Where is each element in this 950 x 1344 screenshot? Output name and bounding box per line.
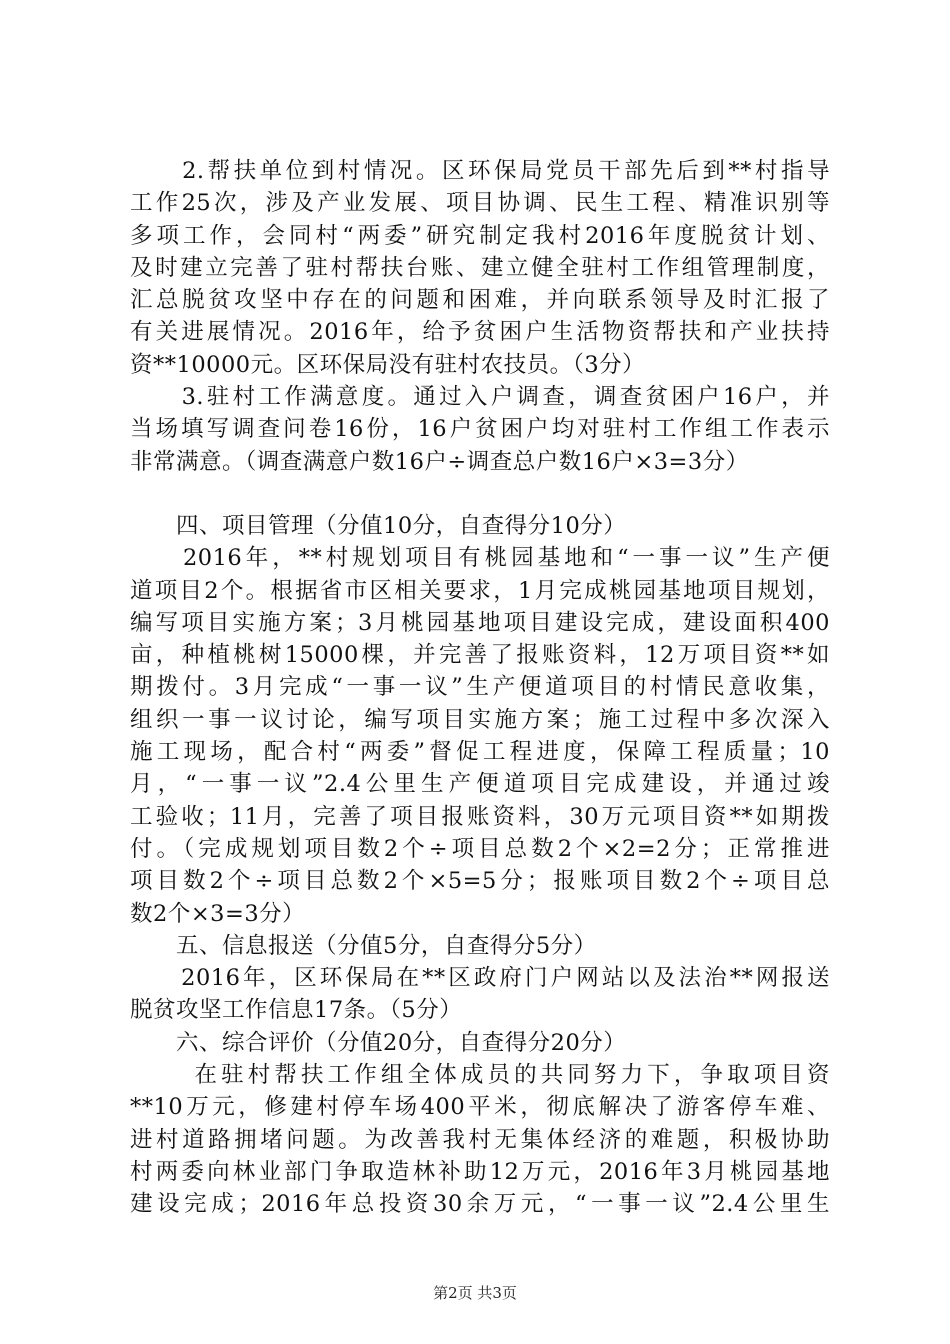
- paragraph-eval-heading: [130, 1027, 830, 1059]
- text-line: 道项目2个。根据省市区相关要求，1月完成桃园基地项目规划，: [130, 577, 830, 604]
- paragraph-eval-body: [130, 1059, 830, 1220]
- paragraph-project-heading: [130, 510, 830, 542]
- text-line: 建设完成；2016年总投资30余万元，“一事一议”2.4公里生: [130, 1191, 830, 1218]
- text-line: 2016年，**村规划项目有桃园基地和“一事一议”生产便: [130, 545, 830, 572]
- text-line: 项目数2个÷项目总数2个×5=5分；报账项目数2个÷项目总: [130, 868, 830, 895]
- text-line: 付。（完成规划项目数2个÷项目总数2个×2=2分；正常推进: [130, 835, 830, 862]
- text-line: 非常满意。（调查满意户数16户÷调查总户数16户×3=3分）: [130, 448, 749, 475]
- text-line: 数2个×3=3分）: [130, 900, 306, 927]
- text-line: 有关进展情况。2016年，给予贫困户生活物资帮扶和产业扶持: [130, 319, 830, 346]
- paragraph-gap: [130, 478, 830, 510]
- paragraph-info-heading: [130, 930, 830, 962]
- paragraph-project-body: [130, 542, 830, 930]
- text-line: 月，“一事一议”2.4公里生产便道项目完成建设，并通过竣: [130, 771, 830, 798]
- text-line: 当场填写调查问卷16份，16户贫困户均对驻村工作组工作表示: [130, 416, 830, 443]
- text-line: **10万元，修建村停车场400平米，彻底解决了游客停车难、: [130, 1094, 830, 1121]
- text-line: 资**10000元。区环保局没有驻村农技员。（3分）: [130, 351, 646, 378]
- text-line: 工作25次，涉及产业发展、项目协调、民生工程、精准识别等: [130, 190, 830, 217]
- text-line: 工验收；11月，完善了项目报账资料，30万元项目资**如期拨: [130, 803, 830, 830]
- text-line: 组织一事一议讨论，编写项目实施方案；施工过程中多次深入: [130, 706, 830, 733]
- text-line: 3.驻村工作满意度。通过入户调查，调查贫困户16户，并: [130, 384, 830, 411]
- text-line: 村两委向林业部门争取造林补助12万元，2016年3月桃园基地: [130, 1158, 830, 1185]
- text-line: 多项工作，会同村“两委”研究制定我村2016年度脱贫计划、: [130, 222, 830, 249]
- text-line: 编写项目实施方案；3月桃园基地项目建设完成，建设面积400: [130, 609, 830, 636]
- text-line: 六、综合评价（分值20分，自查得分20分）: [130, 1029, 627, 1056]
- text-line: 在驻村帮扶工作组全体成员的共同努力下，争取项目资: [130, 1062, 830, 1089]
- text-line: 四、项目管理（分值10分，自查得分10分）: [130, 512, 627, 539]
- text-line: 进村道路拥堵问题。为改善我村无集体经济的难题，积极协助: [130, 1126, 830, 1153]
- text-line: 汇总脱贫攻坚中存在的问题和困难，并向联系领导及时汇报了: [130, 287, 830, 314]
- text-line: 2.帮扶单位到村情况。区环保局党员干部先后到**村指导: [130, 158, 830, 184]
- text-line: 及时建立完善了驻村帮扶台账、建立健全驻村工作组管理制度，: [130, 254, 830, 281]
- text-line: 亩，种植桃树15000棵，并完善了报账资料，12万项目资**如: [130, 642, 830, 669]
- text-line: 施工现场，配合村“两委”督促工程进度，保障工程质量；10: [130, 739, 830, 766]
- text-line: 2016年，区环保局在**区政府门户网站以及法治**网报送: [130, 965, 830, 992]
- paragraph-satisfaction: [130, 381, 830, 478]
- text-line: 五、信息报送（分值5分，自查得分5分）: [130, 932, 597, 959]
- text-line: 期拨付。3月完成“一事一议”生产便道项目的村情民意收集，: [130, 674, 830, 701]
- page-footer: 第2页 共3页: [433, 1284, 517, 1302]
- paragraph-info-body: [130, 962, 830, 1027]
- text-line: 脱贫攻坚工作信息17条。（5分）: [130, 997, 463, 1024]
- paragraph-helping-unit: [130, 155, 830, 381]
- document-body: [130, 155, 830, 1221]
